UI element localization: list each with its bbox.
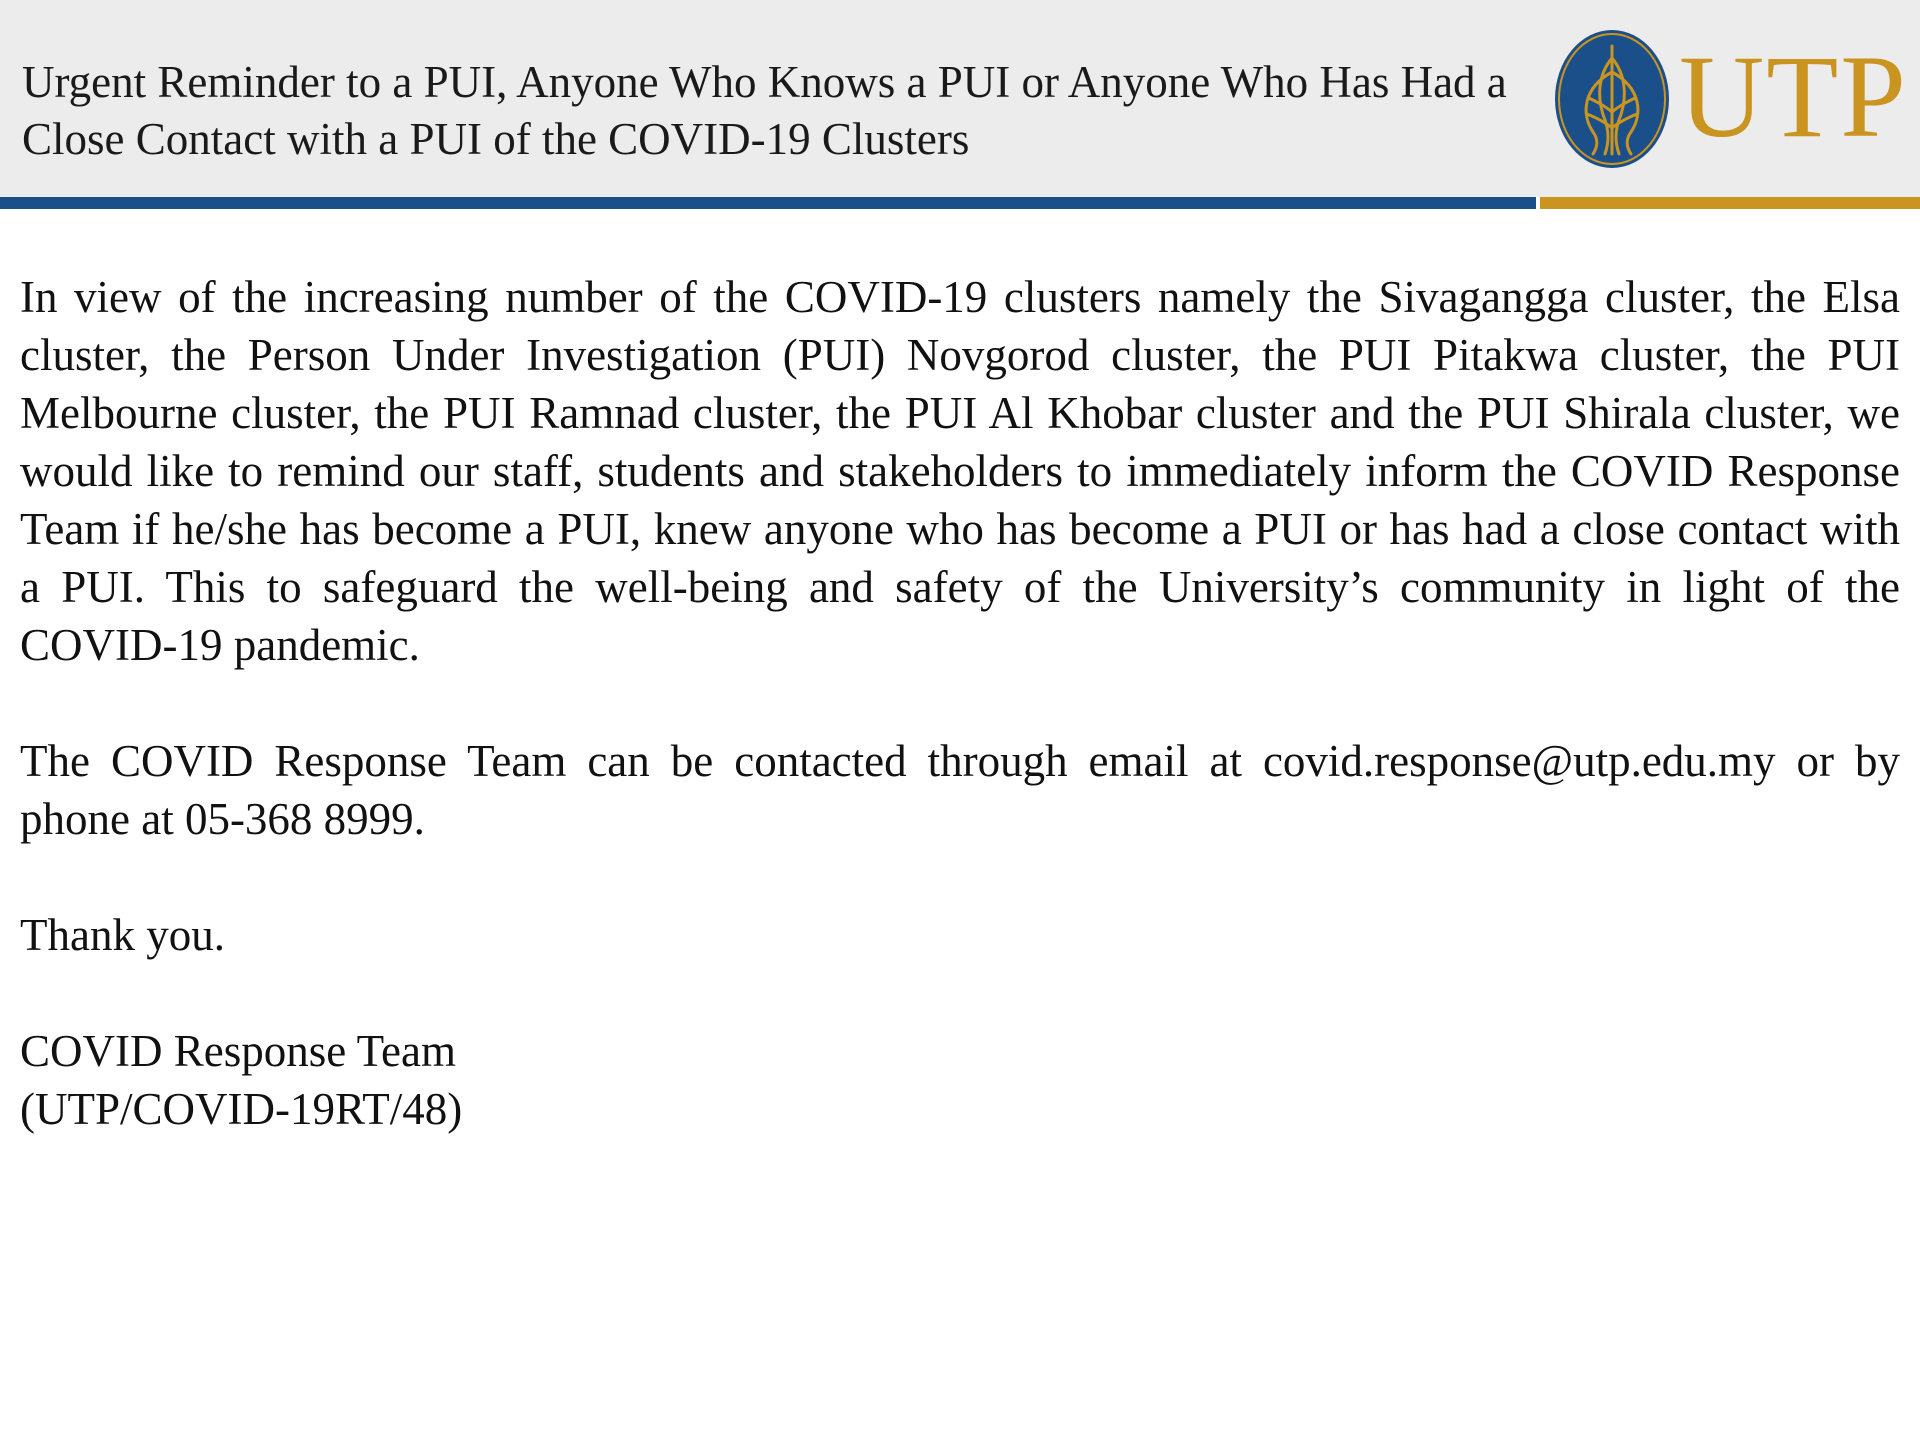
page-title: Urgent Reminder to a PUI, Anyone Who Knows a PUI or Anyone Who Has Had a Close Contact with a PUI of the COVID-19 Clusters — [22, 57, 1507, 164]
body-paragraph-2: The COVID Response Team can be contacted through email at covid.response@utp.edu.my or by phone at 05-368 8999. — [20, 736, 1900, 844]
utp-emblem-icon — [1553, 28, 1671, 170]
closing-text: Thank you. — [20, 910, 225, 960]
body-paragraph-1: In view of the increasing number of the COVID-19 clusters namely the Sivagangga cluster, the Elsa cluster, the Person Under Investigation (PUI) Novgorod cluster, the PUI Pitakwa cluster, the PUI Melbourne cluster, the PUI Ramnad cluster, the PUI Al Khobar cluster and the PUI Shirala cluster, we would like to remind our staff, students and stakeholders to immediately inform the COVID Response Team if he/she has become a PUI, knew anyone who has become a PUI or has had a close contact with a PUI. This to safeguard the well-being and safety of the University’s community in light of the COVID-19 pandemic. — [20, 272, 1900, 670]
header-banner — [0, 0, 1920, 197]
utp-logo-text: UTP — [1679, 31, 1908, 162]
signature-name: COVID Response Team — [20, 1026, 456, 1076]
paragraph-spacer — [20, 964, 1900, 1022]
header-divider-gold — [1540, 197, 1920, 209]
signature-block — [20, 906, 1900, 1138]
header-divider-blue — [0, 197, 1536, 209]
reference-number: (UTP/COVID-19RT/48) — [20, 1084, 463, 1134]
notice-body — [20, 268, 1900, 1138]
paragraph-spacer — [20, 848, 1900, 906]
paragraph-spacer — [20, 674, 1900, 732]
utp-logo — [1553, 24, 1913, 174]
